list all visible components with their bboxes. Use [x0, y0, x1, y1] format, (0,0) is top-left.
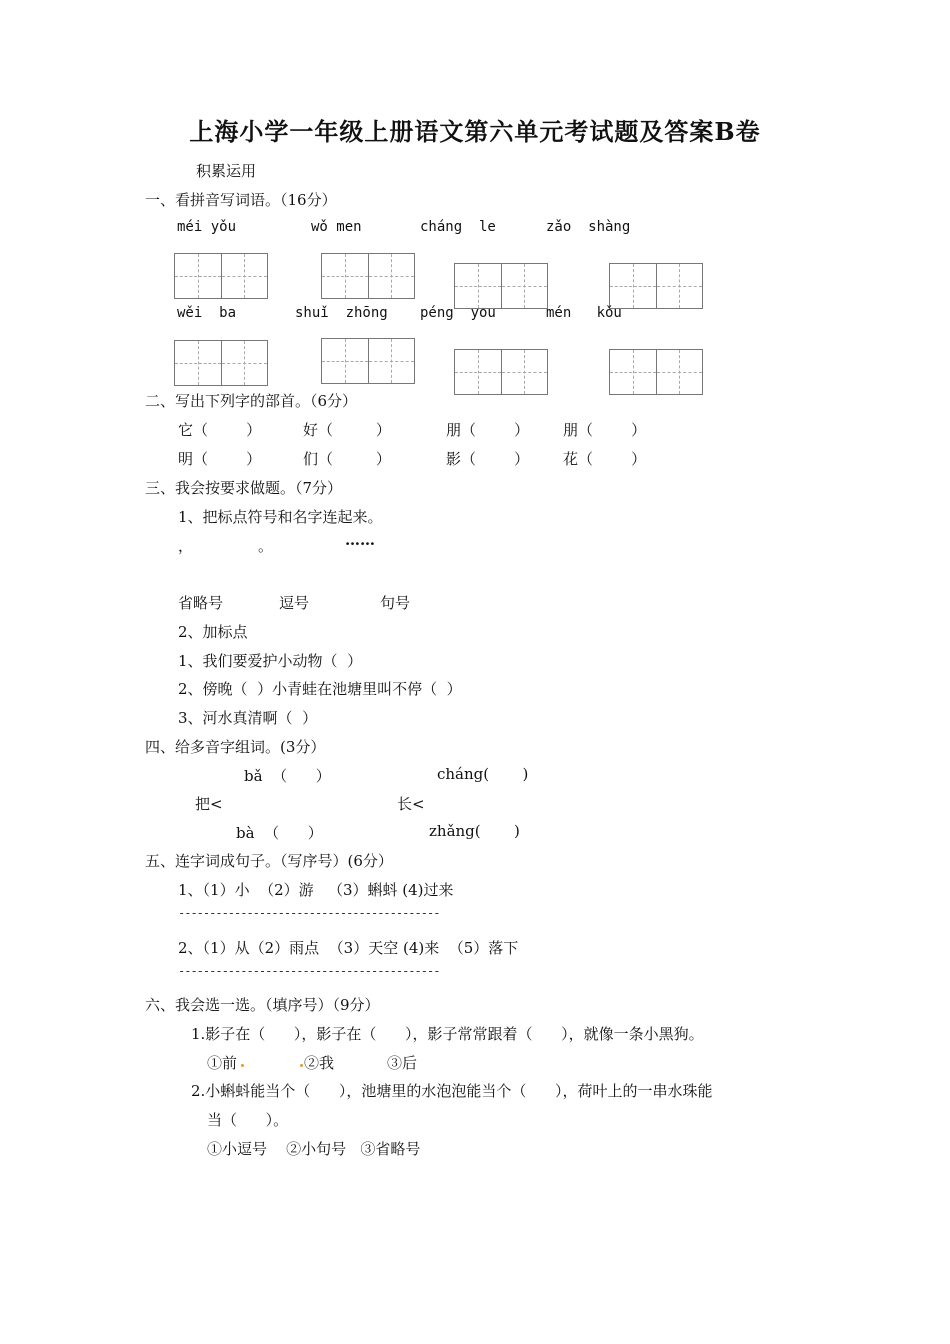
- pinyin-7: péng you: [420, 305, 496, 321]
- writing-grid[interactable]: [454, 349, 548, 395]
- q1-heading: 一、看拼音写词语。（16分）: [145, 191, 337, 209]
- pinyin-3: cháng le: [420, 219, 496, 235]
- polyphone-ba-bottom: bà （ ）: [236, 824, 323, 842]
- punct-ellipsis: ……: [345, 531, 375, 549]
- pinyin-8: mén kǒu: [546, 305, 622, 321]
- q3-sub1: 1、把标点符号和名字连起来。: [178, 508, 383, 526]
- punct-period: 。: [258, 537, 274, 555]
- pinyin-1: méi yǒu: [177, 219, 237, 235]
- choice-option: ①前: [207, 1054, 238, 1072]
- radical-item: 它（ ）: [178, 421, 262, 439]
- writing-grid[interactable]: [454, 263, 548, 309]
- writing-grid[interactable]: [321, 338, 415, 384]
- radical-item: 好（ ）: [303, 421, 391, 439]
- writing-grid[interactable]: [174, 340, 268, 386]
- writing-grid[interactable]: [321, 253, 415, 299]
- pinyin-4: zǎo shàng: [546, 219, 631, 235]
- sentence-words-2: 2、（1）从（2）雨点 （3）天空 (4)来 （5）落下: [178, 939, 519, 957]
- writing-grid[interactable]: [174, 253, 268, 299]
- answer-line-2[interactable]: ------------------------------------------: [178, 964, 440, 978]
- radical-item: 花（ ）: [563, 450, 647, 468]
- orange-dot-marker: [300, 1064, 303, 1067]
- q2-heading: 二、写出下列字的部首。（6分）: [145, 392, 358, 410]
- page-title: 上海小学一年级上册语文第六单元考试题及答案B卷: [189, 117, 761, 146]
- radical-item: 影（ ）: [446, 450, 530, 468]
- polyphone-ba-top: bǎ （ ）: [244, 767, 331, 785]
- punct-sentence: 1、我们要爱护小动物（ ）: [178, 652, 363, 670]
- polyphone-chang-char: 长<: [397, 795, 425, 813]
- q3-sub2: 2、加标点: [178, 623, 248, 641]
- sentence-words-1: 1、（1）小 （2）游 （3）蝌蚪 (4)过来: [178, 881, 454, 899]
- orange-dot-marker: [241, 1064, 244, 1067]
- pinyin-6: shuǐ zhōng: [295, 305, 388, 321]
- polyphone-ba-char: 把<: [195, 795, 223, 813]
- polyphone-chang-bottom: zhǎng( ): [429, 822, 520, 840]
- punct-comma: ，: [178, 537, 194, 555]
- punct-name: 逗号: [279, 594, 310, 612]
- punct-sentence: 3、河水真清啊（ ）: [178, 709, 318, 727]
- writing-grid[interactable]: [609, 263, 703, 309]
- choice-option: ②我: [304, 1054, 335, 1072]
- answer-line-1[interactable]: ------------------------------------------: [178, 906, 440, 920]
- choice-sentence-2-cont: 当（ ）。: [207, 1111, 289, 1129]
- q5-heading: 五、连字词成句子。（写序号）(6分）: [145, 852, 393, 870]
- punct-name: 句号: [380, 594, 411, 612]
- q6-heading: 六、我会选一选。（填序号）（9分）: [145, 996, 380, 1014]
- polyphone-chang-top: cháng( ): [437, 765, 529, 783]
- punct-name: 省略号: [178, 594, 224, 612]
- section-subtitle: 积累运用: [196, 162, 257, 180]
- radical-item: 们（ ）: [303, 450, 391, 468]
- choice-sentence-2: 2.小蝌蚪能当个（ ），池塘里的水泡泡能当个（ ），荷叶上的一串水珠能: [191, 1082, 713, 1100]
- radical-item: 朋（ ）: [563, 421, 647, 439]
- choice-options-2: ①小逗号 ②小句号 ③省略号: [207, 1140, 421, 1158]
- q4-heading: 四、给多音字组词。(3分）: [145, 738, 326, 756]
- choice-sentence-1: 1.影子在（ ），影子在（ ），影子常常跟着（ ），就像一条小黑狗。: [191, 1025, 704, 1043]
- writing-grid[interactable]: [609, 349, 703, 395]
- punct-sentence: 2、傍晚（ ）小青蛙在池塘里叫不停（ ）: [178, 680, 462, 698]
- pinyin-2: wǒ men: [311, 219, 362, 235]
- radical-item: 明（ ）: [178, 450, 262, 468]
- q3-heading: 三、我会按要求做题。（7分）: [145, 479, 343, 497]
- radical-item: 朋（ ）: [446, 421, 530, 439]
- choice-option: ③后: [387, 1054, 418, 1072]
- pinyin-5: wěi ba: [177, 305, 237, 321]
